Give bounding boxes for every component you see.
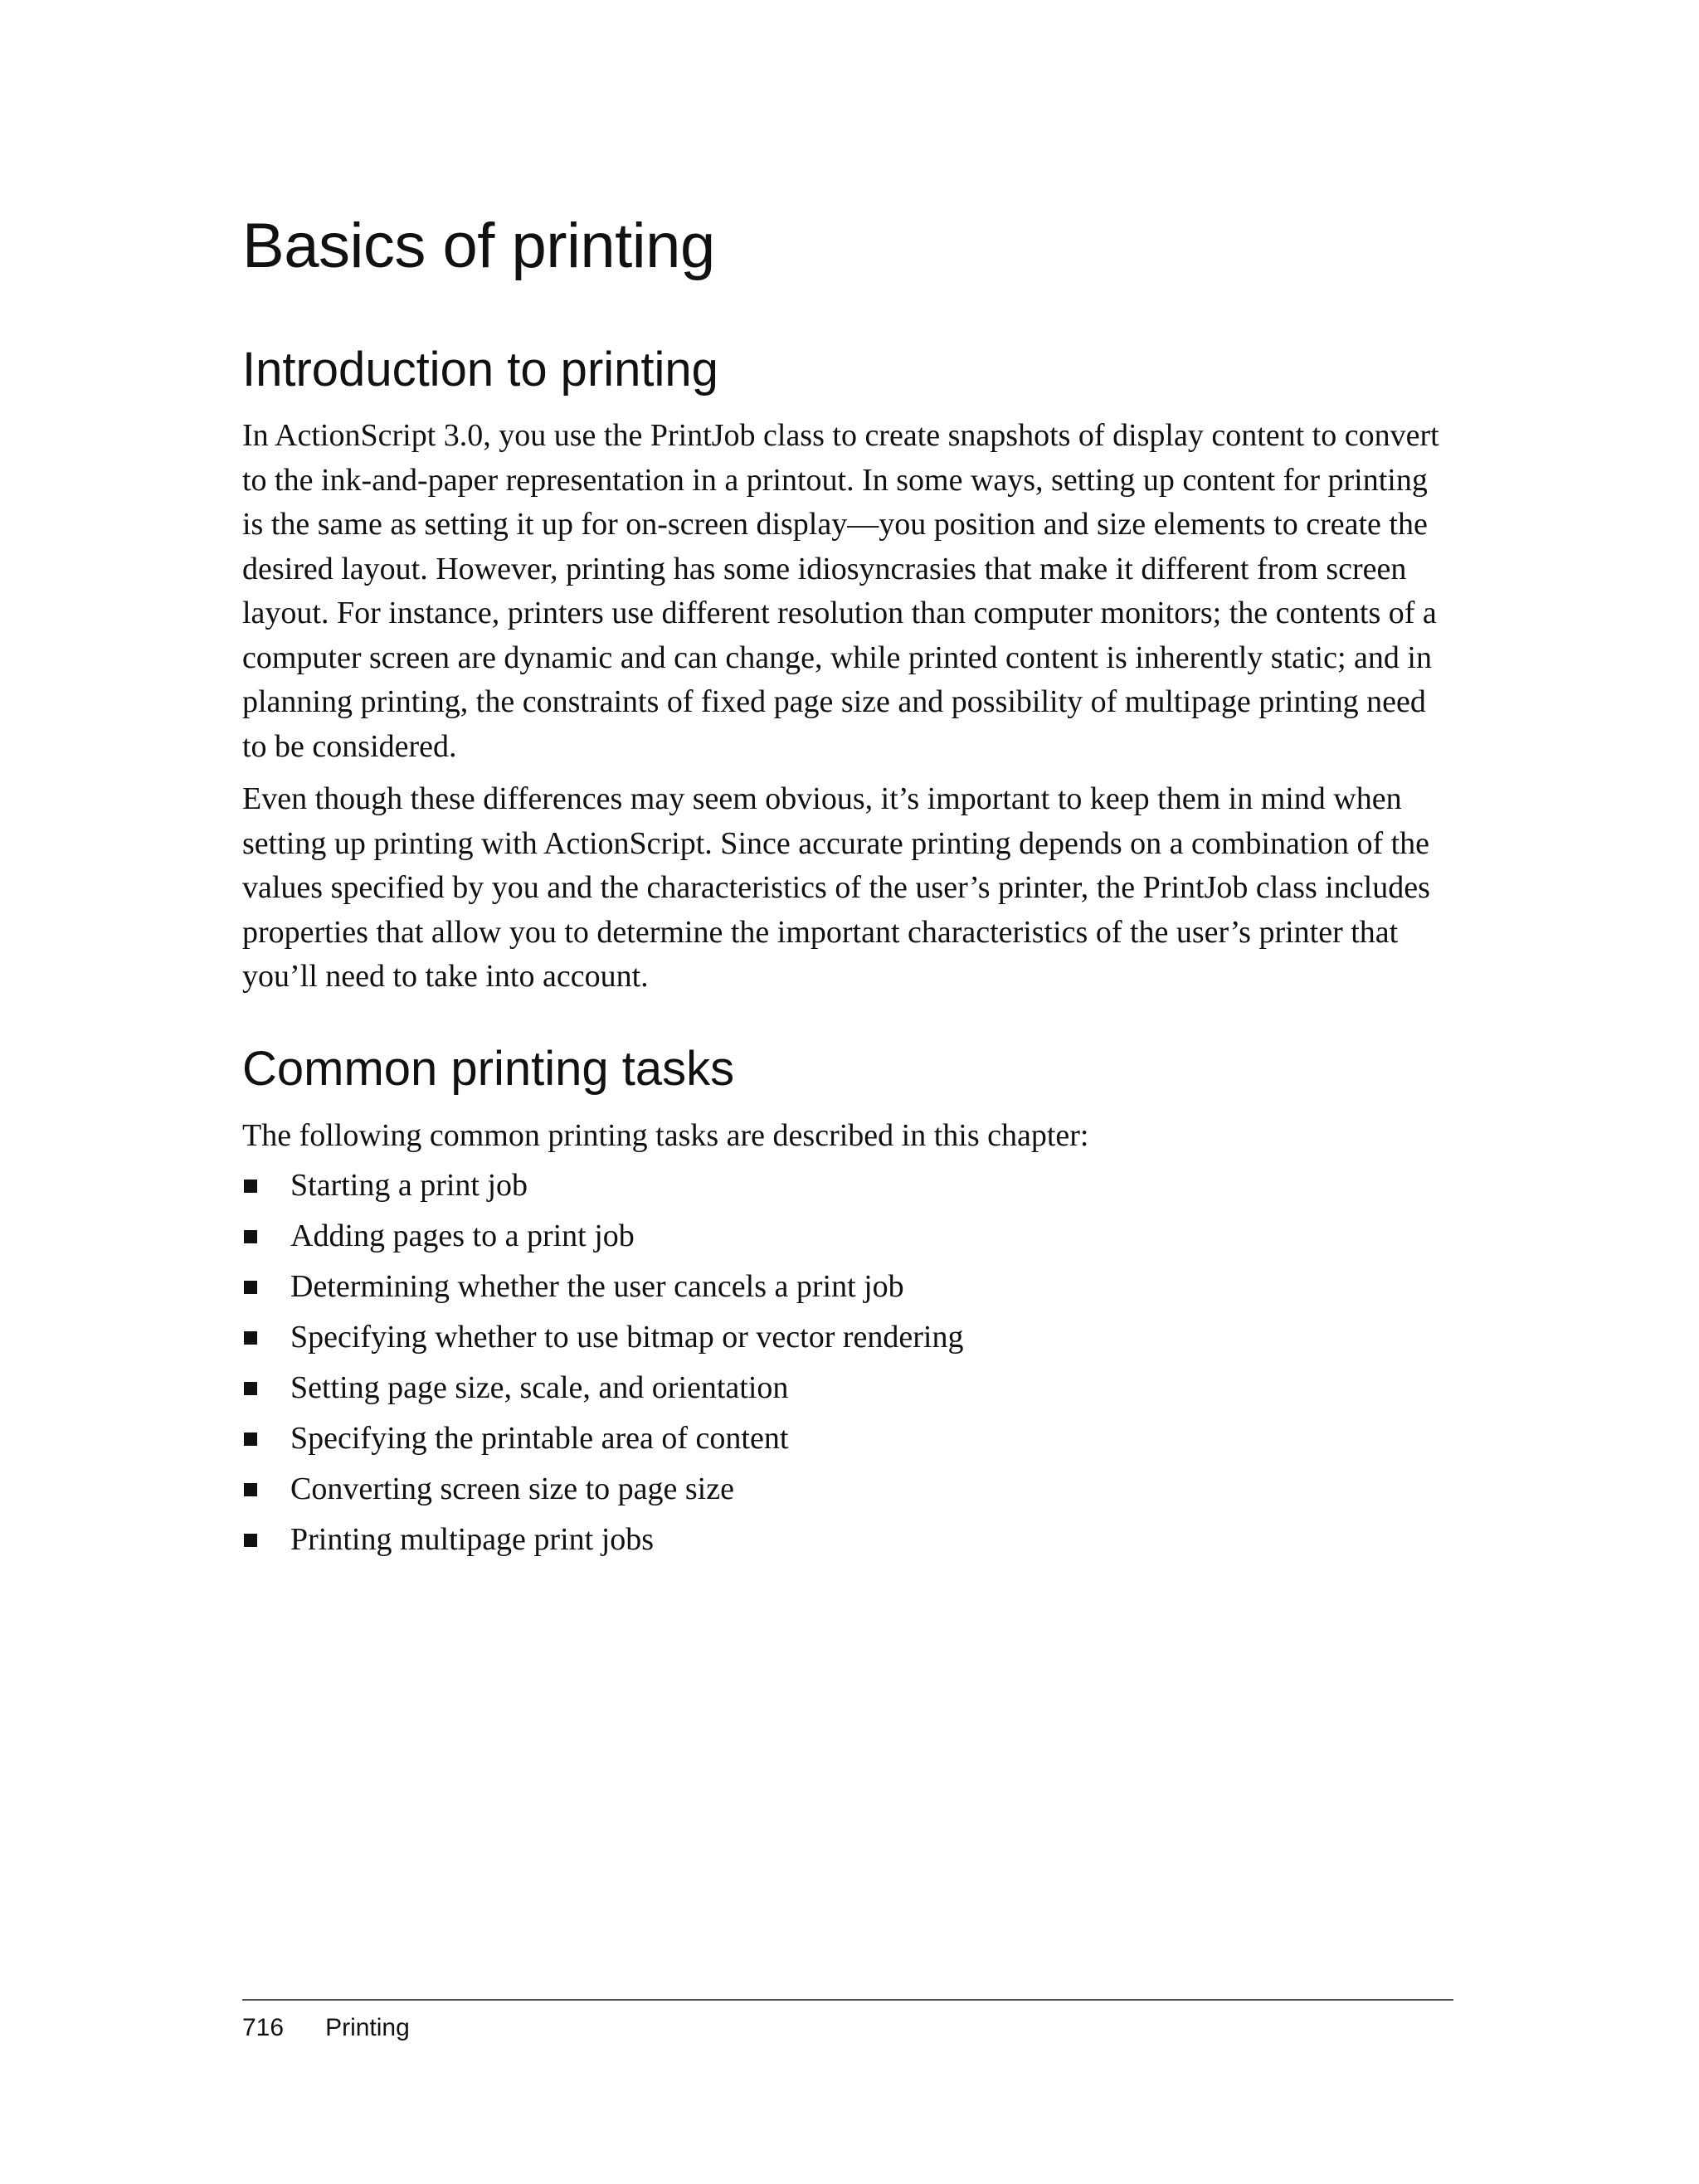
square-bullet-icon [244, 1331, 257, 1345]
square-bullet-icon [244, 1180, 257, 1193]
list-item-text: Starting a print job [290, 1168, 528, 1204]
list-item-text: Specifying the printable area of content [290, 1421, 789, 1457]
list-item-text: Setting page size, scale, and orientation [290, 1370, 789, 1406]
list-item [242, 1419, 1453, 1457]
list-item [242, 1267, 1453, 1306]
tasks-lead-paragraph: The following common printing tasks are described in this chapter: [242, 1117, 1089, 1153]
intro-paragraph-1: In ActionScript 3.0, you use the PrintJob class to create snapshots of display content to convert to the ink-and-paper representation in a printout. In some ways, setting up content for printing is the same as setting it up for on-screen display—you position and size elements to create the desired layout. However, printing has some idiosyncrasies that make it different from screen layout. For instance, printers use different resolution than computer monitors; the contents of a computer screen are dynamic and can change, while printed content is inherently static; and in planning printing, the constraints of fixed page size and possibility of multipage printing need to be considered. [242, 418, 1439, 764]
page-content [242, 212, 1453, 1571]
list-item [242, 1470, 1453, 1508]
list-item-text: Adding pages to a print job [290, 1218, 635, 1254]
list-item-text: Specifying whether to use bitmap or vector rendering [290, 1320, 964, 1355]
task-list [242, 1166, 1453, 1559]
list-item [242, 1166, 1453, 1204]
square-bullet-icon [244, 1382, 257, 1395]
square-bullet-icon [244, 1281, 257, 1294]
list-item-text: Converting screen size to page size [290, 1471, 734, 1507]
square-bullet-icon [244, 1534, 257, 1547]
footer-chapter-name: Printing [325, 2014, 410, 2041]
page-footer [242, 2014, 410, 2042]
list-item-text: Determining whether the user cancels a print job [290, 1269, 904, 1305]
list-item [242, 1520, 1453, 1559]
square-bullet-icon [244, 1230, 257, 1243]
list-item [242, 1369, 1453, 1407]
list-item [242, 1318, 1453, 1356]
list-item [242, 1217, 1453, 1255]
intro-paragraph-2: Even though these differences may seem obvious, it’s important to keep them in mind when setting up printing with ActionScript. Since accurate printing depends on a combination of the values specified by you and the characteristics of the user’s printer, the PrintJob class includes properties that allow you to determine the important characteristics of the user’s printer that you’ll need to take into account. [242, 781, 1430, 995]
chapter-title: Basics of printing [242, 211, 715, 281]
page-number: 716 [242, 2014, 285, 2041]
square-bullet-icon [244, 1432, 257, 1446]
list-item-text: Printing multipage print jobs [290, 1522, 655, 1558]
footer-divider [242, 1999, 1453, 2001]
square-bullet-icon [244, 1483, 257, 1496]
section-heading-common-tasks: Common printing tasks [242, 1041, 735, 1096]
section-heading-introduction: Introduction to printing [242, 342, 718, 396]
